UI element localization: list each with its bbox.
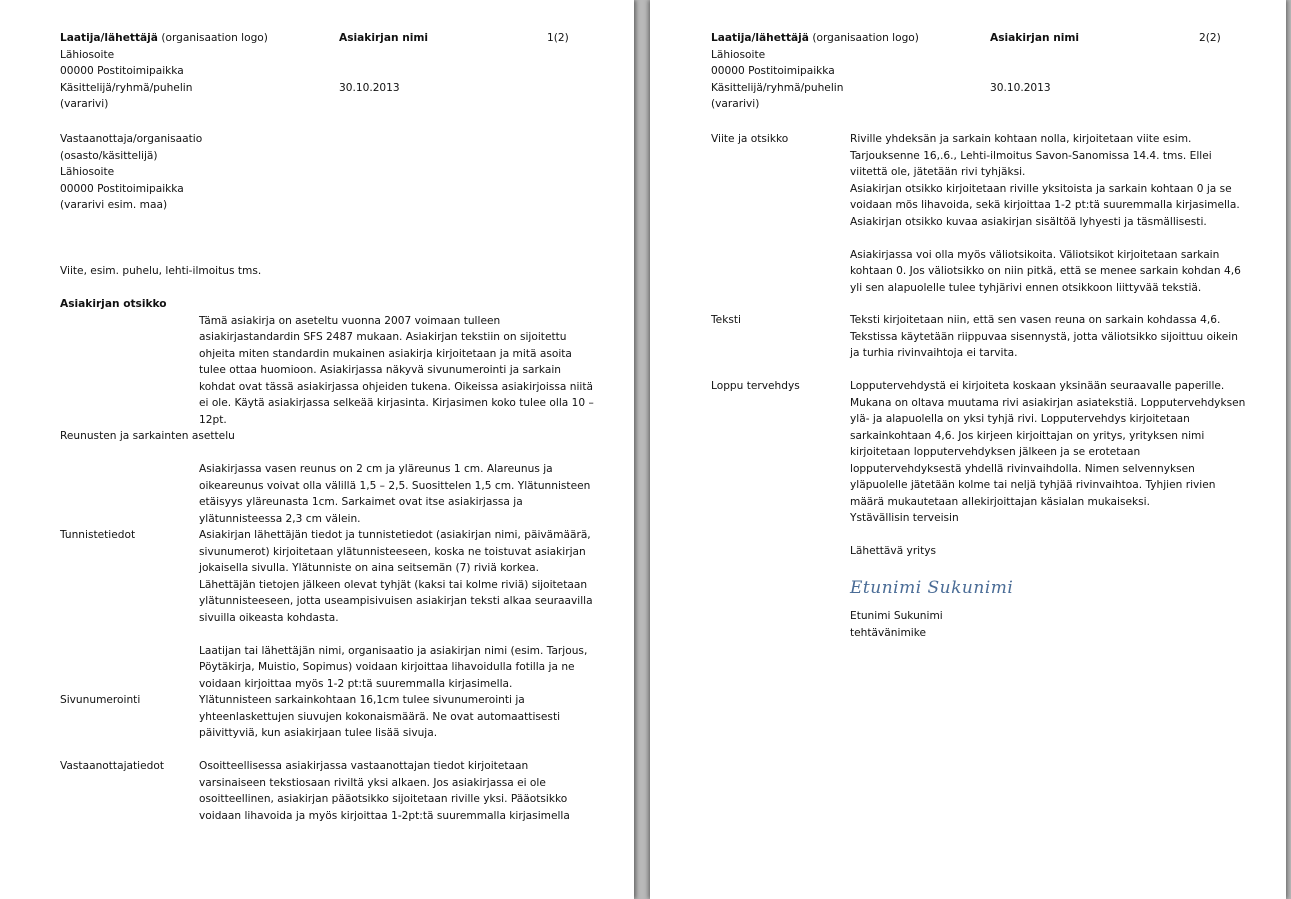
- margins-paragraph: Asiakirjassa vasen reunus on 2 cm ja yläreunus 1 cm. Alareunus ja oikeareunus voivat olla välillä 1,5 – 2,5. Suosittelen 1,5 cm. Ylätunnisteen etäisyys yläreunasta 1cm. Sarkaimet ovat itse asiakirjassa ja ylätunnisteessa 2,3 cm välein.: [199, 463, 591, 525]
- paging-paragraph: Ylätunnisteen sarkainkohtaan 16,1cm tulee sivunumerointi ja yhteenlaskettujen siuvujen kokonaismäärä. Ne ovat automaattisesti päivittyviä, kun asiakirjaan tulee lisää sivuja.: [199, 694, 561, 739]
- closing-label: Loppu tervehdys: [711, 380, 800, 392]
- ref-paragraph-1: Riville yhdeksän ja sarkain kohtaan nolla, kirjoitetaan viite esim. Tarjouksenne 16,.6., Lehti-ilmoitus Savon-Sanomissa 14.4. tms. Ellei viitettä ole, jätetään rivi tyhjäksi.: [850, 133, 1212, 178]
- recipient-org: Vastaanottaja/organisaatio: [60, 133, 203, 145]
- ref-paragraph-3: Asiakirjassa voi olla myös väliotsikoita. Väliotsikot kirjoitetaan sarkain kohtaan 0. Jos väliotsikko on niin pitkä, että se menee sarkain kohdan 4,6 yli sen alapuolelle tulee tyhjärivi ennen otsikkoon liittyvää tekstiä.: [850, 248, 1241, 294]
- ref-paragraph-2: Asiakirjan otsikko kirjoitetaan riville yksitoista ja sarkain kohtaan 0 ja se voidaan mös lihavoida, sekä kirjoittaa 1-2 pt:tä suuremmalla kirjasimella. Asiakirjan otsikko kuvaa asiakirjan sisältöä lyhyesti ja täsmällisesti.: [850, 182, 1240, 228]
- paging-label: Sivunumerointi: [60, 694, 141, 706]
- text-paragraph: Teksti kirjoitetaan niin, että sen vasen reuna on sarkain kohdassa 4,6. Tekstissa käytetään riippuvaa sisennystä, jotta väliotsikko sijoittuu oikein ja turhia rivinvaihtoja ei tarvita.: [850, 314, 1238, 359]
- sender-handler: Käsittelijä/ryhmä/puhelin: [60, 81, 193, 94]
- recipient-postal: 00000 Postitoimipaikka: [60, 182, 184, 195]
- signer-name: Etunimi Sukunimi: [850, 610, 943, 622]
- text-label: Teksti: [711, 314, 741, 326]
- ident-paragraph-1: Asiakirjan lähettäjän tiedot ja tunnistetiedot (asiakirjan nimi, päivämäärä, sivunumerot) kirjoitetaan ylätunnisteeseen, koska ne toistuvat asiakirjan jokaisella sivulla. Ylätunniste on aina seitsemän (7) riviä korkea. Lähettäjän tietojen jälkeen olevat tyhjät (kaksi tai kolme riviä) sijoitetaan ylätunnisteeseen, jotta useampisivuisen asiakirjan teksti alkaa seuraavilla sivuilla oikeasta kohdasta.: [199, 529, 593, 624]
- ident-paragraph-2: Laatijan tai lähettäjän nimi, organisaatio ja asiakirjan nimi (esim. Tarjous, Pöytäkirja, Muistio, Sopimus) voidaan kirjoittaa lihavoidulla fotilla ja ne voidaan kirjoittaa myös 1-2 pt:tä suuremmalla kirjasimella.: [199, 644, 588, 690]
- signer-title: tehtävänimike: [850, 626, 926, 639]
- recipient-reserve: (vararivi esim. maa): [60, 199, 168, 211]
- page-1: [0, 0, 634, 899]
- sending-company: Lähettävä yritys: [850, 545, 937, 557]
- sender-reserve: (vararivi): [60, 98, 109, 110]
- document-title: Asiakirjan otsikko: [60, 298, 167, 310]
- sender-postal: 00000 Postitoimipaikka: [711, 65, 835, 77]
- document-date: 30.10.2013: [990, 81, 1051, 94]
- ref-section: [850, 131, 1248, 296]
- sender-name: Laatija/lähettäjä: [60, 32, 158, 44]
- document-name: Asiakirjan nimi: [990, 32, 1080, 44]
- sender-line: [711, 30, 919, 47]
- document-name: Asiakirjan nimi: [339, 32, 429, 44]
- closing-paragraph: Lopputervehdystä ei kirjoiteta koskaan yksinään seuraavalle paperille. Mukana on oltava muutama rivi asiakirjan asiatekstiä. Lopputervehdyksen ylä- ja alapuolella on yksi tyhjä rivi. Lopputervehdys kirjoitetaan sarkainkohtaan 4,6. Jos kirjeen kirjoittajan on yritys, yrityksen nimi kirjoitetaan lopputervehdyksen jälkeen ja se erotetaan lopputervehdyksestä yhdellä rivinvaihdolla. Nimen selvennyksen yläpuolelle jätetään kolme tai neljä tyhjää rivinvaihtoa. Tyhjien rivien määrä mukautetaan allekirjoittajan käsialan mukaiseksi.: [850, 380, 1246, 508]
- ref-label: Viite ja otsikko: [711, 133, 789, 145]
- sender-line: [60, 30, 268, 47]
- reference-line: Viite, esim. puhelu, lehti-ilmoitus tms.: [60, 265, 262, 277]
- page-number: 1(2): [547, 32, 569, 44]
- recipient-address: Lähiosoite: [60, 166, 115, 178]
- sender-address: Lähiosoite: [60, 48, 115, 61]
- handwritten-signature: Etunimi Sukunimi: [850, 578, 1014, 598]
- sender-logo-note: (organisaation logo): [808, 32, 919, 44]
- intro-paragraph: Tämä asiakirja on aseteltu vuonna 2007 voimaan tulleen asiakirjastandardin SFS 2487 mukaan. Asiakirjan tekstiin on sijoitettu ohjeita miten standardin mukainen asiakirja kirjoitetaan ja mitä asoita tulee ottaa huomioon. Asiakirjassa näkyvä sivunumerointi ja sarkain kohdat ovat tässä asiakirjassa ohjeiden tukena. Oikeissa asiakirjoissa niitä ei ole. Käytä asiakirjassa selkeää kirjasinta. Kirjasimen koko tulee olla 10 – 12pt.: [199, 314, 594, 426]
- margins-heading: Reunusten ja sarkainten asettelu: [60, 430, 235, 442]
- sender-name: Laatija/lähettäjä: [711, 32, 809, 44]
- greeting: Ystävällisin terveisin: [850, 512, 959, 524]
- recipient-info-paragraph: Osoitteellisessa asiakirjassa vastaanottajan tiedot kirjoitetaan varsinaiseen tekstiosaan riviltä yksi alkaen. Jos asiakirjassa ei ole osoitteellinen, asiakirjan pääotsikko sijoitetaan riville yksi. Pääotsikko voidaan lihavoida ja myös kirjoittaa 1-2pt:tä suuremmalla kirjasimella: [199, 760, 570, 822]
- ident-section: [199, 527, 597, 692]
- ident-label: Tunnistetiedot: [60, 529, 136, 541]
- sender-reserve: (vararivi): [711, 98, 760, 110]
- sender-postal: 00000 Postitoimipaikka: [60, 65, 184, 77]
- recipient-dept: (osasto/käsittelijä): [60, 149, 158, 162]
- sender-handler: Käsittelijä/ryhmä/puhelin: [711, 81, 844, 94]
- sender-address: Lähiosoite: [711, 48, 766, 61]
- page-number: 2(2): [1199, 32, 1221, 44]
- page-2: [650, 0, 1286, 899]
- document-date: 30.10.2013: [339, 81, 400, 94]
- sender-logo-note: (organisaation logo): [157, 32, 268, 44]
- recipient-info-label: Vastaanottajatiedot: [60, 760, 164, 772]
